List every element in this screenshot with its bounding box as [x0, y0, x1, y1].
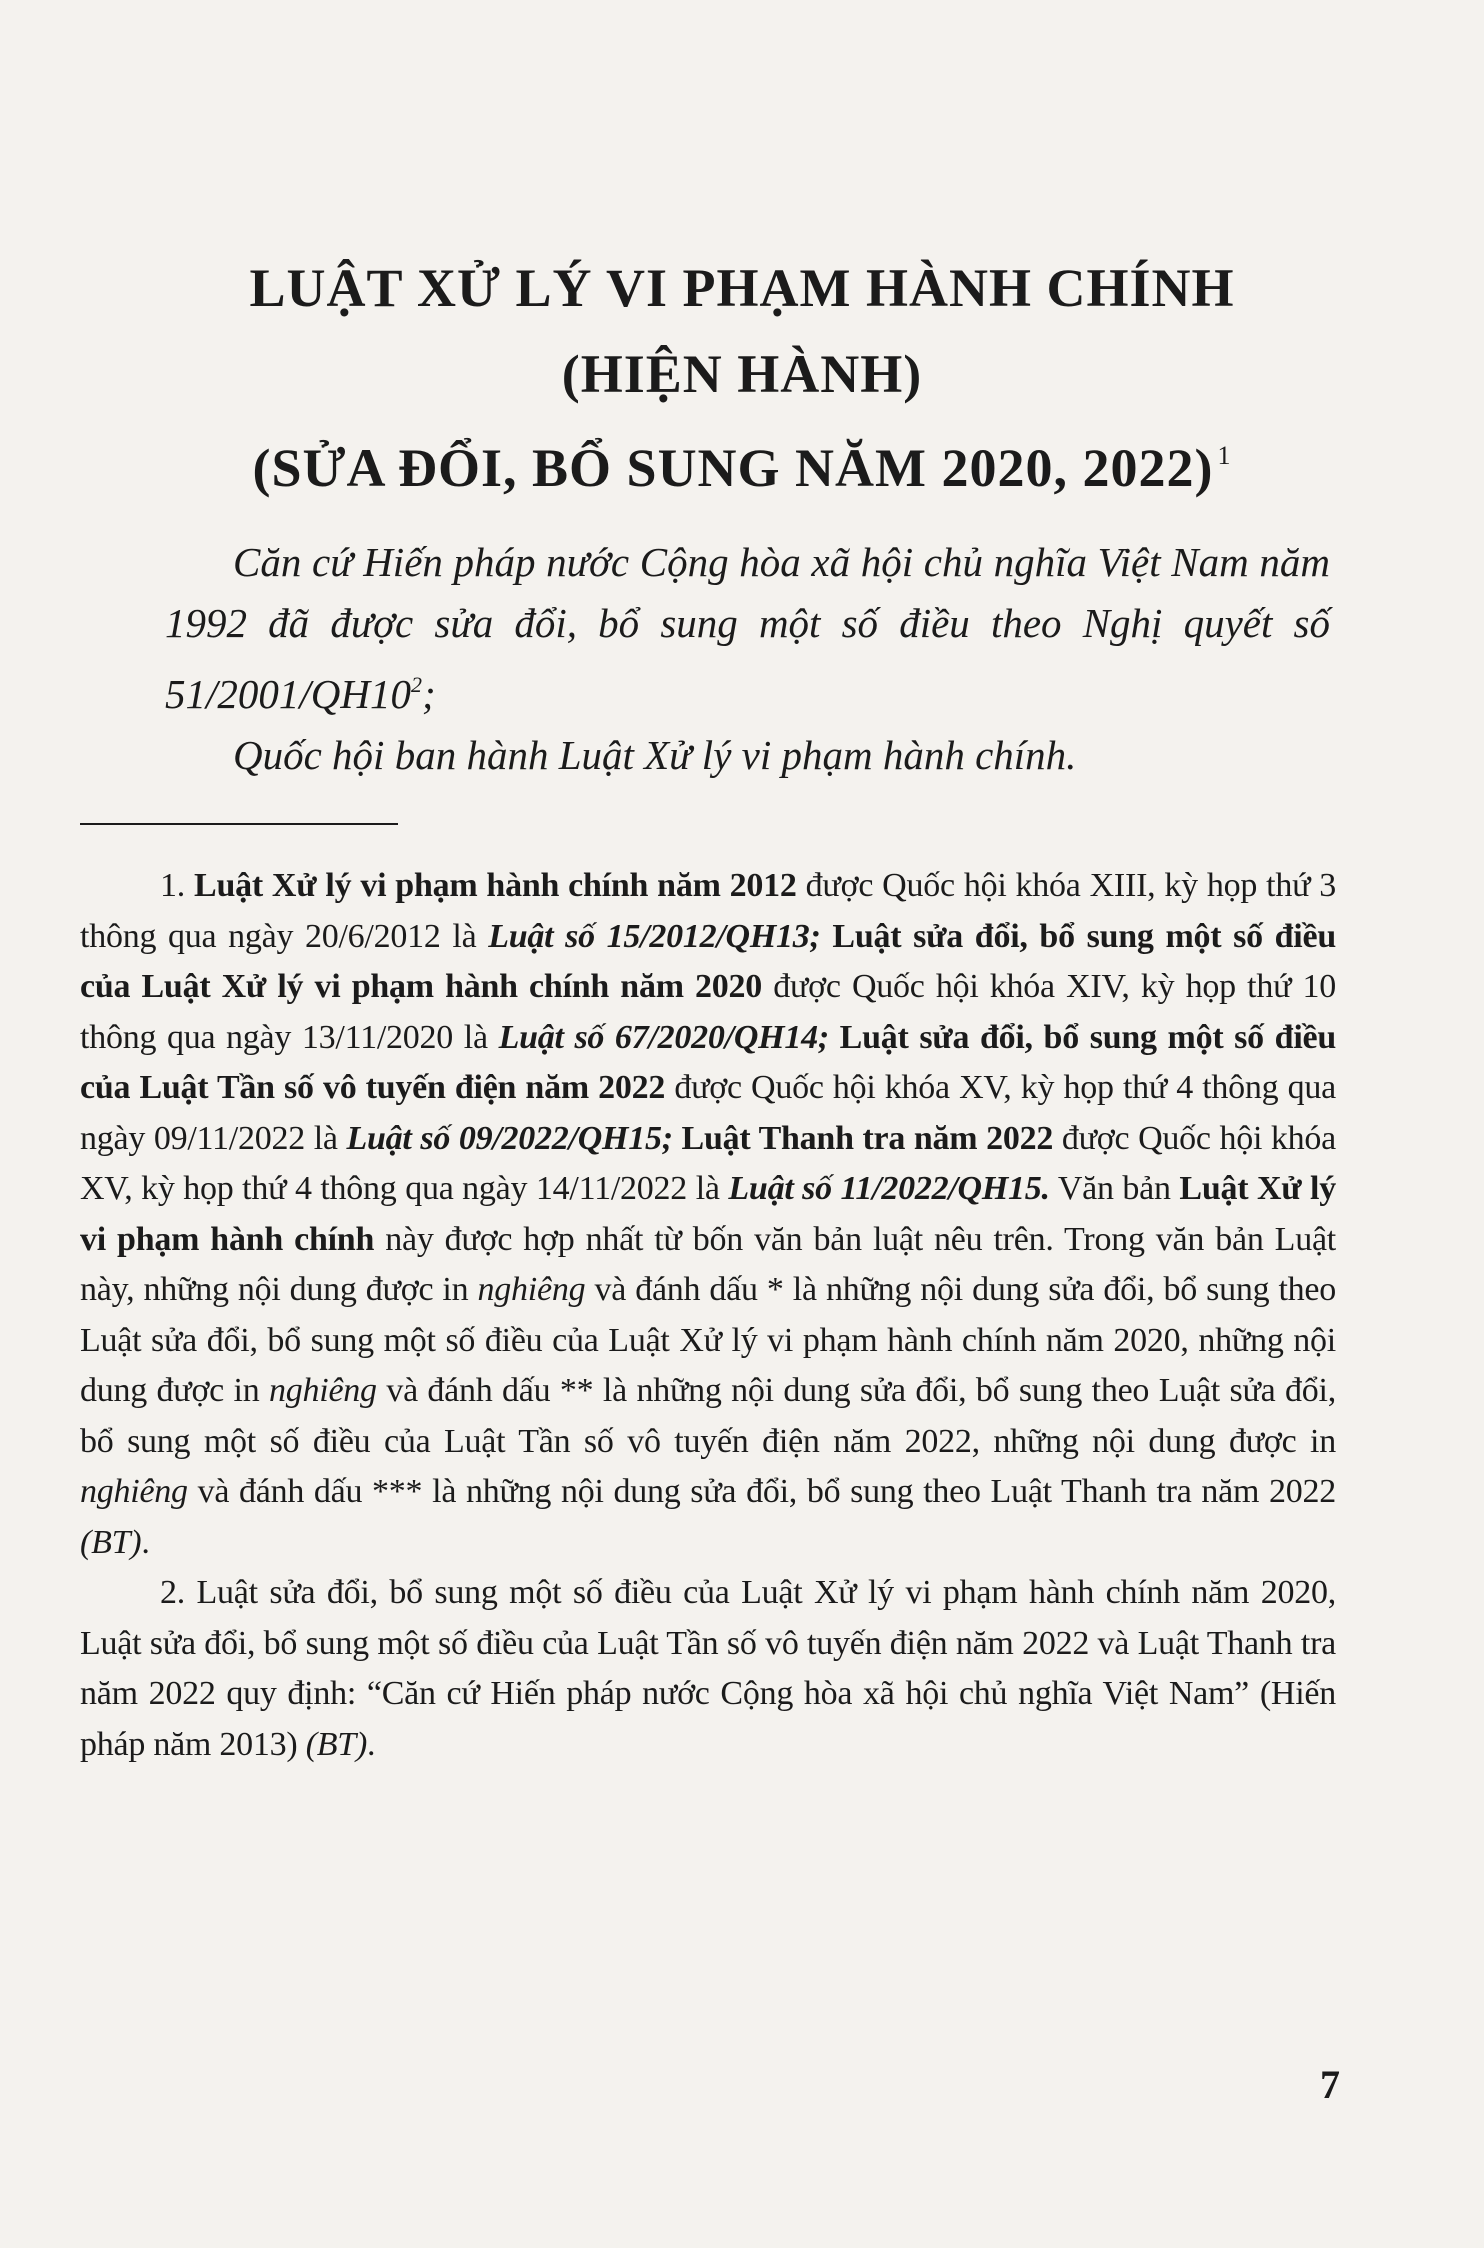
- fn1-seg-e: [821, 918, 833, 955]
- fn1-seg-g: được Quốc hội khóa XIV, kỳ họp thứ 10 thông qua ngày 13/11/2020 là: [80, 968, 1336, 1056]
- fn1-seg-l: Luật số 09/2022/QH15;: [346, 1119, 673, 1157]
- fn2-seg-a: 2. Luật sửa đổi, bổ sung một số điều của Luật Xử lý vi phạm hành chính năm 2020, Luật sửa đổi, bổ sung một số điều của Luật Tần số vô tuyến điện năm 2022 và Luật Thanh tra năm 2022 quy định: “Căn cứ Hiến pháp nước Cộng hòa xã hội chủ nghĩa Việt Nam” (Hiến pháp năm 2013): [80, 1574, 1336, 1763]
- footnote-ref-2[interactable]: 2: [411, 672, 422, 697]
- fn1-seg-j: Luật sửa đổi, bổ sung một số điều của Luật Tần số vô tuyến điện năm 2022: [80, 1018, 1337, 1106]
- fn1-seg-f: Luật sửa đổi, bổ sung một số điều của Luật Xử lý vi phạm hành chính năm 2020: [80, 917, 1337, 1005]
- fn1-seg-r: Luật Xử lý vi phạm hành chính: [80, 1170, 1337, 1258]
- fn1-seg-v: nghiêng: [269, 1372, 377, 1409]
- fn1-seg-t: nghiêng: [477, 1271, 586, 1308]
- fn1-seg-c: được Quốc hội khóa XIII, kỳ họp thứ 3 thông qua ngày 20/6/2012 là: [80, 867, 1337, 955]
- preamble-enactment-text: Quốc hội ban hành Luật Xử lý vi phạm hành chính.: [233, 732, 1077, 778]
- fn1-seg-q: Văn bản: [1049, 1170, 1180, 1207]
- preamble: [165, 532, 1330, 786]
- fn1-seg-i: [829, 1019, 840, 1056]
- fn1-seg-x: nghiêng: [80, 1473, 188, 1510]
- fn1-seg-u: và đánh dấu * là những nội dung sửa đổi, bổ sung theo Luật sửa đổi, bổ sung một số điều của Luật Xử lý vi phạm hành chính năm 2020, những nội dung được in: [80, 1271, 1337, 1409]
- fn1-seg-n: Luật Thanh tra năm 2022: [681, 1119, 1054, 1157]
- law-subtitle-amendments-text: (SỬA ĐỔI, BỔ SUNG NĂM 2020, 2022): [252, 438, 1214, 498]
- footnotes: [80, 861, 1336, 1770]
- fn1-seg-d: Luật số 15/2012/QH13;: [488, 917, 821, 955]
- footnote-separator: [80, 823, 398, 825]
- footnote-ref-1[interactable]: 1: [1217, 441, 1232, 470]
- preamble-basis: [165, 532, 1330, 725]
- law-title-text: LUẬT XỬ LÝ VI PHẠM HÀNH CHÍNH: [249, 258, 1235, 318]
- fn1-seg-p: Luật số 11/2022/QH15.: [728, 1170, 1050, 1207]
- fn1-seg-end: .: [141, 1523, 150, 1561]
- fn1-seg-m: [673, 1120, 682, 1157]
- fn2-seg-end: .: [367, 1725, 376, 1763]
- preamble-enactment: [165, 725, 1330, 786]
- fn1-seg-y: và đánh dấu *** là những nội dung sửa đổi, bổ sung theo Luật Thanh tra năm 2022: [187, 1473, 1336, 1510]
- fn1-seg-w: và đánh dấu ** là những nội dung sửa đổi, bổ sung theo Luật sửa đổi, bổ sung một số điều của Luật Tần số vô tuyến điện năm 2022, những nội dung được in: [80, 1372, 1336, 1460]
- preamble-basis-text: Căn cứ Hiến pháp nước Cộng hòa xã hội chủ nghĩa Việt Nam năm 1992 đã được sửa đổi, bổ sung một số điều theo Nghị quyết số 51/2001/QH10: [165, 539, 1330, 717]
- fn1-seg-h: Luật số 67/2020/QH14;: [498, 1018, 829, 1056]
- fn1-seg-o: được Quốc hội khóa XV, kỳ họp thứ 4 thông qua ngày 14/11/2022 là: [80, 1119, 1336, 1207]
- fn1-seg-z: (BT): [80, 1523, 142, 1561]
- law-subtitle-amendments: [120, 416, 1364, 508]
- preamble-basis-end: ;: [422, 671, 436, 717]
- fn1-seg-k: được Quốc hội khóa XV, kỳ họp thứ 4 thông qua ngày 09/11/2022 là: [80, 1069, 1336, 1157]
- footnote-1: [80, 861, 1336, 1568]
- page-number: 7: [1320, 2062, 1340, 2107]
- law-subtitle-current-text: (HIỆN HÀNH): [561, 344, 923, 404]
- fn1-seg-b: Luật Xử lý vi phạm hành chính năm 2012: [194, 867, 797, 904]
- footnote-2: [80, 1568, 1336, 1770]
- law-title: [120, 248, 1364, 328]
- fn2-seg-b: (BT): [305, 1725, 368, 1763]
- fn1-seg-a: 1.: [160, 867, 195, 904]
- law-subtitle-current: [120, 334, 1364, 414]
- fn1-seg-s: này được hợp nhất từ bốn văn bản luật nêu trên. Trong văn bản Luật này, những nội dung được in: [80, 1220, 1336, 1308]
